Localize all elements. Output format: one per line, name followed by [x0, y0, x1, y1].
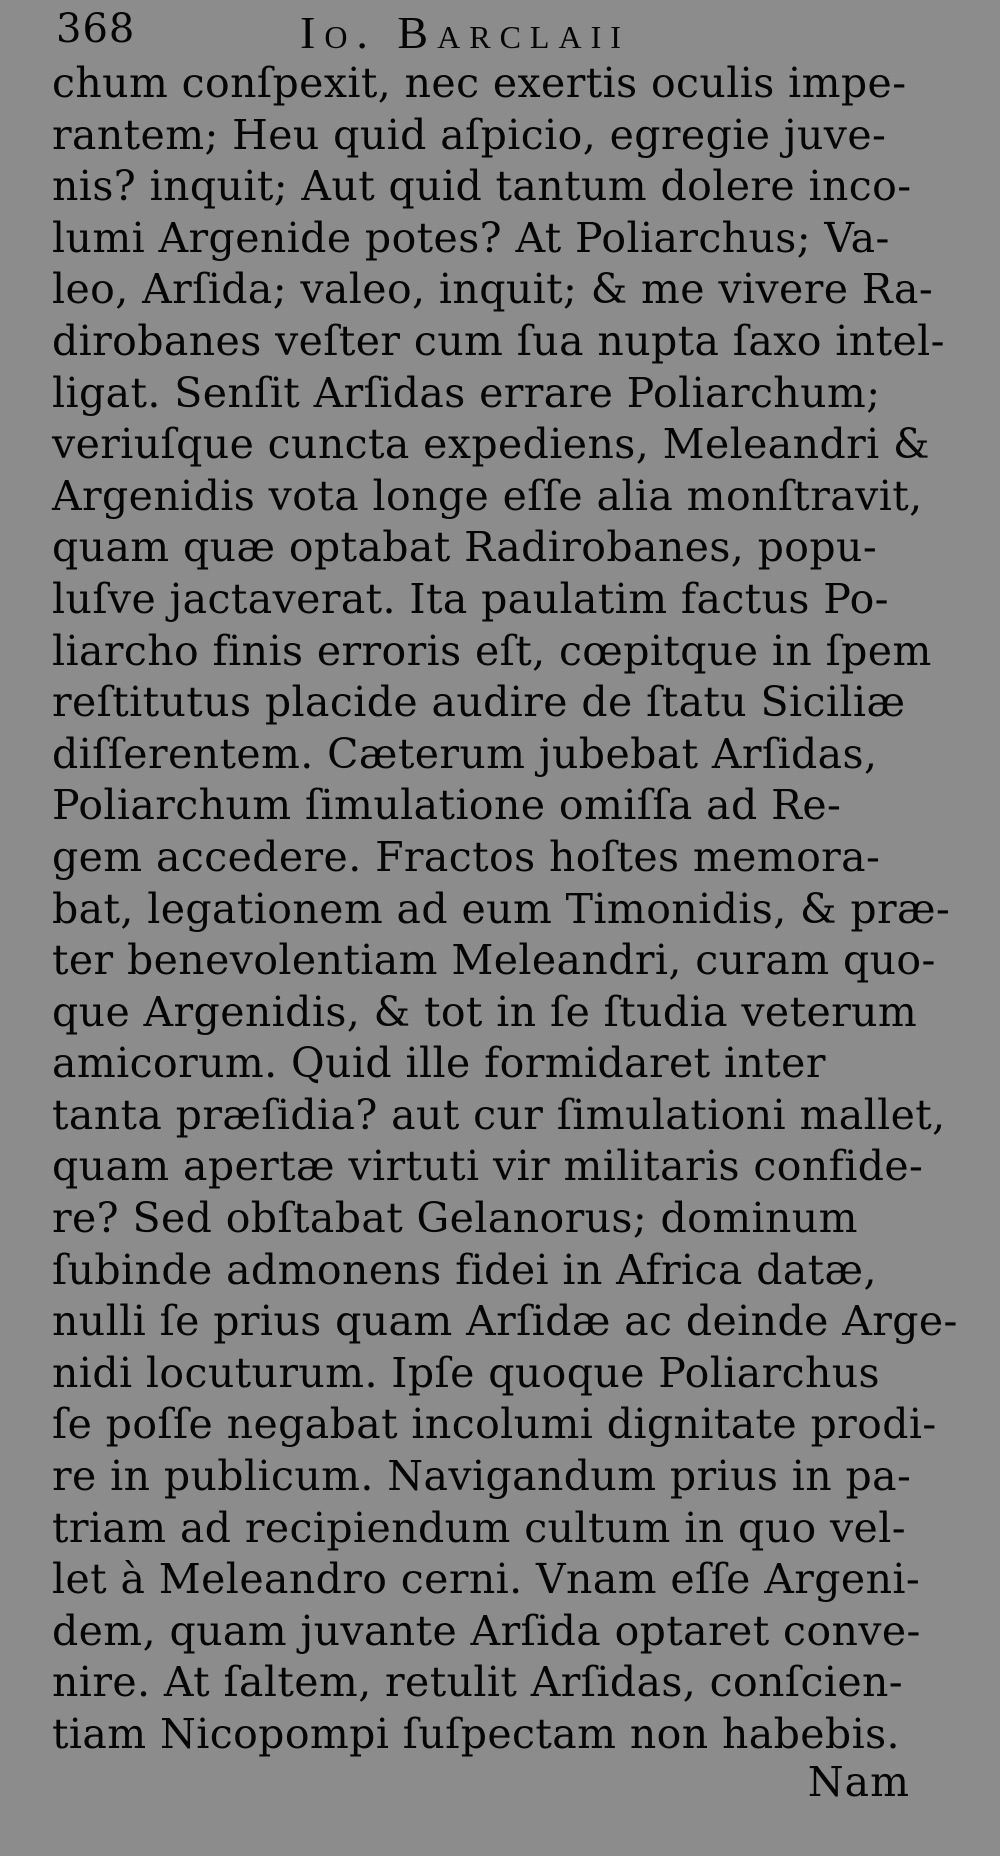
body-text: [52, 58, 958, 1761]
text-line: amicorum. Quid ille formidaret inter: [52, 1039, 826, 1088]
text-line: liarcho finis erroris eſt, cœpitque in ſpem: [52, 626, 932, 675]
text-line: tanta præſidia? aut cur ſimulationi mallet,: [52, 1090, 946, 1139]
page-header: [50, 2, 950, 62]
text-line: dem, quam juvante Arſida optaret conve-: [52, 1606, 921, 1655]
text-line: re in publicum. Navigandum prius in pa-: [52, 1452, 912, 1501]
text-line: luſve jactaverat. Ita paulatim factus Po-: [52, 574, 889, 623]
text-line: tiam Nicopompi ſuſpectam non habebis.: [52, 1710, 900, 1758]
text-line: re? Sed obſtabat Gelanorus; dominum: [52, 1194, 858, 1243]
text-line: reſtitutus placide audire de ſtatu Siciliæ: [52, 678, 906, 727]
text-line: ſubinde admonens fidei in Africa datæ,: [52, 1245, 877, 1294]
page-number: 368: [56, 6, 136, 52]
text-line: ter benevolentiam Meleandri, curam quo-: [52, 936, 936, 985]
text-line: ligat. Senſit Arſidas errare Poliarchum;: [52, 368, 881, 417]
running-head: Io. Barclaii: [300, 7, 630, 58]
text-line: let à Meleandro cerni. Vnam eſſe Argeni-: [52, 1555, 921, 1604]
text-line: bat, legationem ad eum Timonidis, & præ-: [52, 884, 951, 933]
text-line: quam apertæ virtuti vir militaris confide-: [52, 1142, 924, 1191]
text-line: lumi Argenide potes? At Poliarchus; Va-: [52, 213, 890, 262]
text-line: leo, Arſida; valeo, inquit; & me vivere Ra-: [52, 265, 934, 314]
text-line: triam ad recipiendum cultum in quo vel-: [52, 1503, 906, 1552]
text-line: quam quæ optabat Radirobanes, popu-: [52, 523, 878, 572]
text-line: nire. At ſaltem, retulit Arſidas, conſcien-: [52, 1658, 904, 1707]
text-line: rantem; Heu quid aſpicio, egregie juve-: [52, 110, 887, 159]
text-line: Poliarchum ſimulatione omiſſa ad Re-: [52, 781, 842, 830]
text-line: nulli ſe prius quam Arſidæ ac deinde Arge-: [52, 1297, 958, 1346]
text-line: Argenidis vota longe eſſe alia monſtravit,: [52, 471, 923, 520]
text-line: que Argenidis, & tot in ſe ſtudia veterum: [52, 987, 918, 1036]
text-line: chum conſpexit, nec exertis oculis impe-: [52, 59, 907, 107]
text-line: nidi locuturum. Ipſe quoque Poliarchus: [52, 1348, 880, 1397]
text-line: dirobanes veſter cum ſua nupta ſaxo intel-: [52, 316, 945, 365]
text-line: gem accedere. Fractos hoſtes memora-: [52, 832, 881, 881]
text-line: veriuſque cuncta expediens, Meleandri &: [52, 420, 930, 469]
catchword: Nam: [807, 1758, 910, 1806]
text-line: nis? inquit; Aut quid tantum dolere inco-: [52, 162, 912, 211]
text-line: ſe poſſe negabat incolumi dignitate prodi-: [52, 1400, 937, 1449]
text-line: diſſerentem. Cæterum jubebat Arſidas,: [52, 729, 878, 778]
